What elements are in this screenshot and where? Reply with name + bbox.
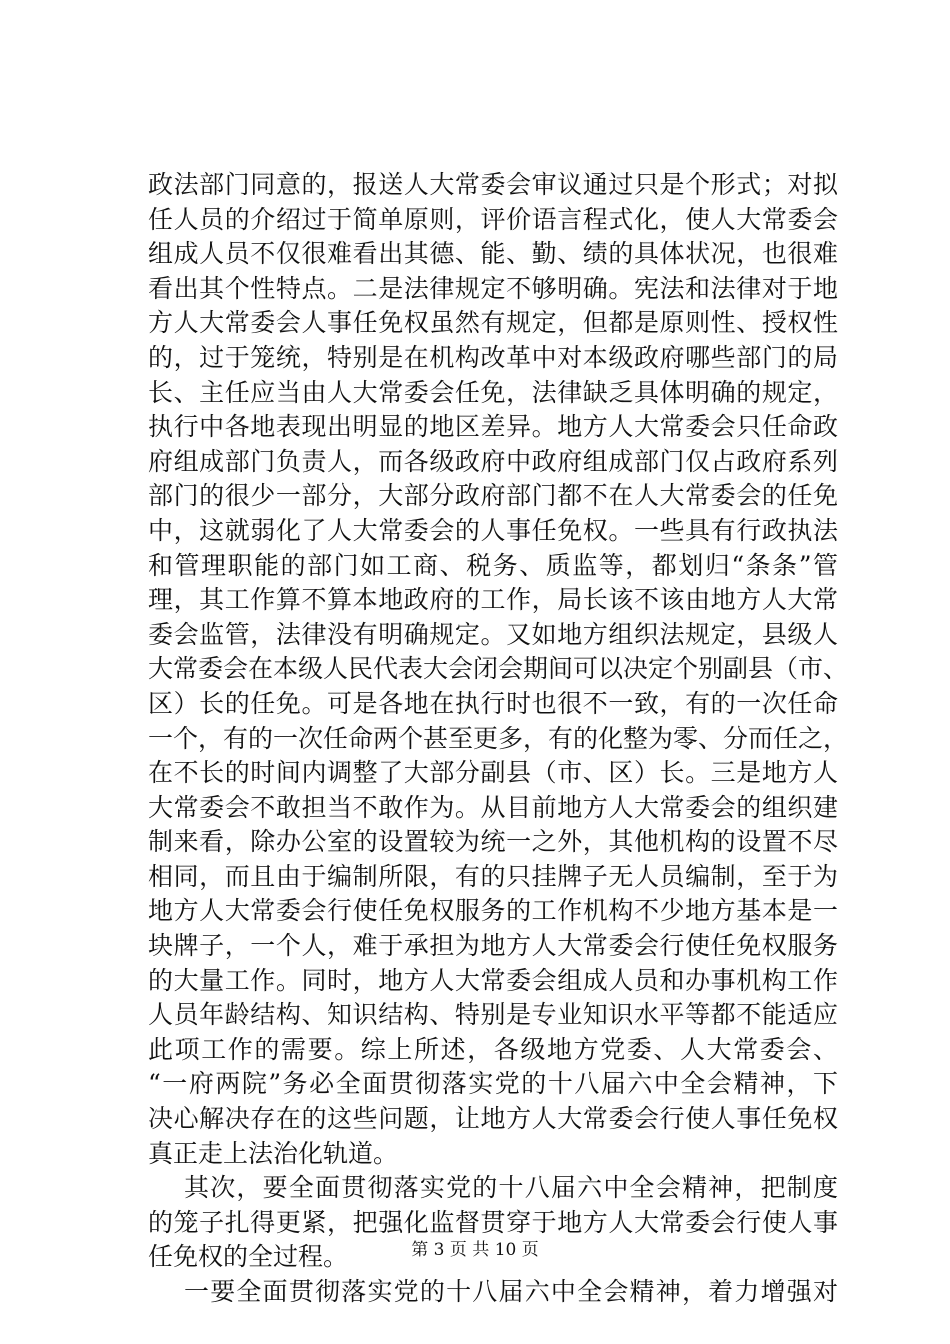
text-line: 块牌子，一个人，难于承担为地方人大常委会行使任免权服务 bbox=[148, 931, 838, 961]
text-line: “一府两院”务必全面贯彻落实党的十八届六中全会精神，下 bbox=[148, 1069, 838, 1099]
text-line: 和管理职能的部门如工商、税务、质监等，都划归“条条”管 bbox=[148, 550, 838, 580]
text-line: 的，过于笼统，特别是在机构改革中对本级政府哪些部门的局 bbox=[148, 342, 838, 372]
text-line: 执行中各地表现出明显的地区差异。地方人大常委会只任命政 bbox=[148, 412, 838, 442]
text-line: 的大量工作。同时，地方人大常委会组成人员和办事机构工作 bbox=[148, 965, 838, 995]
text-line: 委会监管，法律没有明确规定。又如地方组织法规定，县级人 bbox=[148, 619, 838, 649]
text-line: 人员年龄结构、知识结构、特别是专业知识水平等都不能适应 bbox=[148, 1000, 838, 1030]
text-line: 其次，要全面贯彻落实党的十八届六中全会精神，把制度 bbox=[184, 1173, 838, 1203]
text-line: 相同，而且由于编制所限，有的只挂牌子无人员编制，至于为 bbox=[148, 861, 838, 891]
text-line: 组成人员不仅很难看出其德、能、勤、绩的具体状况，也很难 bbox=[148, 239, 838, 269]
text-line: 此项工作的需要。综上所述，各级地方党委、人大常委会、 bbox=[148, 1034, 838, 1064]
text-line: 政法部门同意的，报送人大常委会审议通过只是个形式；对拟 bbox=[148, 170, 838, 199]
text-line: 大常委会不敢担当不敢作为。从目前地方人大常委会的组织建 bbox=[148, 792, 838, 822]
text-line: 大常委会在本级人民代表大会闭会期间可以决定个别副县（市、 bbox=[148, 654, 849, 684]
text-line: 部门的很少一部分，大部分政府部门都不在人大常委会的任免 bbox=[148, 481, 838, 511]
text-line: 的笼子扎得更紧，把强化监督贯穿于地方人大常委会行使人事 bbox=[148, 1207, 838, 1237]
text-line: 理，其工作算不算本地政府的工作，局长该不该由地方人大常 bbox=[148, 585, 838, 615]
text-line: 方人大常委会人事任免权虽然有规定，但都是原则性、授权性 bbox=[148, 308, 838, 338]
text-line: 决心解决存在的这些问题，让地方人大常委会行使人事任免权 bbox=[148, 1104, 838, 1134]
text-line: 制来看，除办公室的设置较为统一之外，其他机构的设置不尽 bbox=[148, 827, 838, 857]
text-line: 任人员的介绍过于简单原则，评价语言程式化，使人大常委会 bbox=[148, 204, 838, 234]
text-line: 一个，有的一次任命两个甚至更多，有的化整为零、分而任之， bbox=[148, 723, 849, 753]
text-line: 长、主任应当由人大常委会任免，法律缺乏具体明确的规定， bbox=[148, 377, 838, 407]
text-line: 一要全面贯彻落实党的十八届六中全会精神，着力增强对 bbox=[184, 1277, 838, 1306]
text-line: 任免权的全过程。 bbox=[148, 1242, 349, 1272]
text-line: 在不长的时间内调整了大部分副县（市、区）长。三是地方人 bbox=[148, 758, 838, 788]
body-text bbox=[148, 168, 849, 1310]
text-line: 看出其个性特点。二是法律规定不够明确。宪法和法律对于地 bbox=[148, 273, 838, 303]
text-line: 中，这就弱化了人大常委会的人事任免权。一些具有行政执法 bbox=[148, 515, 838, 545]
text-line: 区）长的任免。可是各地在执行时也很不一致，有的一次任命 bbox=[148, 688, 838, 718]
page-footer: 第 3 页 共 10 页 bbox=[411, 1240, 539, 1260]
text-line: 府组成部门负责人，而各级政府中政府组成部门仅占政府系列 bbox=[148, 446, 838, 476]
text-line: 地方人大常委会行使任免权服务的工作机构不少地方基本是一 bbox=[148, 896, 838, 926]
text-line: 真正走上法治化轨道。 bbox=[148, 1138, 399, 1168]
